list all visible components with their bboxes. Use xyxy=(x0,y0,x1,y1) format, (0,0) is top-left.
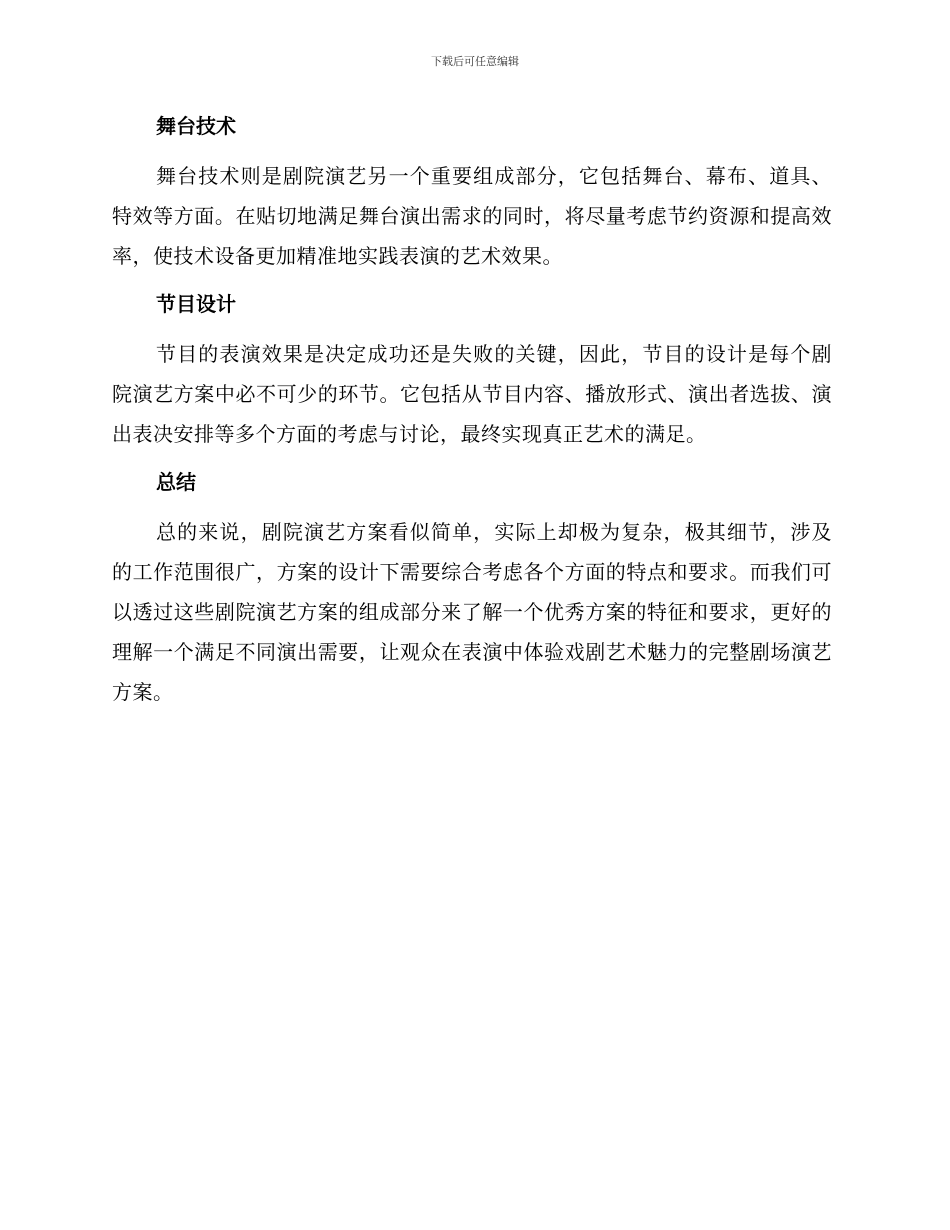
section-program-design xyxy=(112,286,832,454)
page-header: 下载后可任意编辑 xyxy=(431,55,519,68)
section-heading: 总结 xyxy=(156,470,196,494)
section-stage-technology xyxy=(112,108,832,276)
section-heading: 节目设计 xyxy=(156,292,236,316)
section-paragraph: 节目的表演效果是决定成功还是失败的关键，因此，节目的设计是每个剧院演艺方案中必不可少的环节。它包括从节目内容、播放形式、演出者选拔、演出表决安排等多个方面的考虑与讨论，最终实现真正艺术的满足。 xyxy=(112,342,832,446)
section-paragraph: 总的来说，剧院演艺方案看似简单，实际上却极为复杂，极其细节，涉及的工作范围很广，方案的设计下需要综合考虑各个方面的特点和要求。而我们可以透过这些剧院演艺方案的组成部分来了解一个优秀方案的特征和要求，更好的理解一个满足不同演出需要，让观众在表演中体验戏剧艺术魅力的完整剧场演艺方案。 xyxy=(112,520,832,704)
section-summary xyxy=(112,464,832,712)
document-body xyxy=(112,108,832,712)
section-paragraph: 舞台技术则是剧院演艺另一个重要组成部分，它包括舞台、幕布、道具、特效等方面。在贴切地满足舞台演出需求的同时，将尽量考虑节约资源和提高效率，使技术设备更加精准地实践表演的艺术效果。 xyxy=(112,164,832,268)
section-heading: 舞台技术 xyxy=(156,114,236,138)
